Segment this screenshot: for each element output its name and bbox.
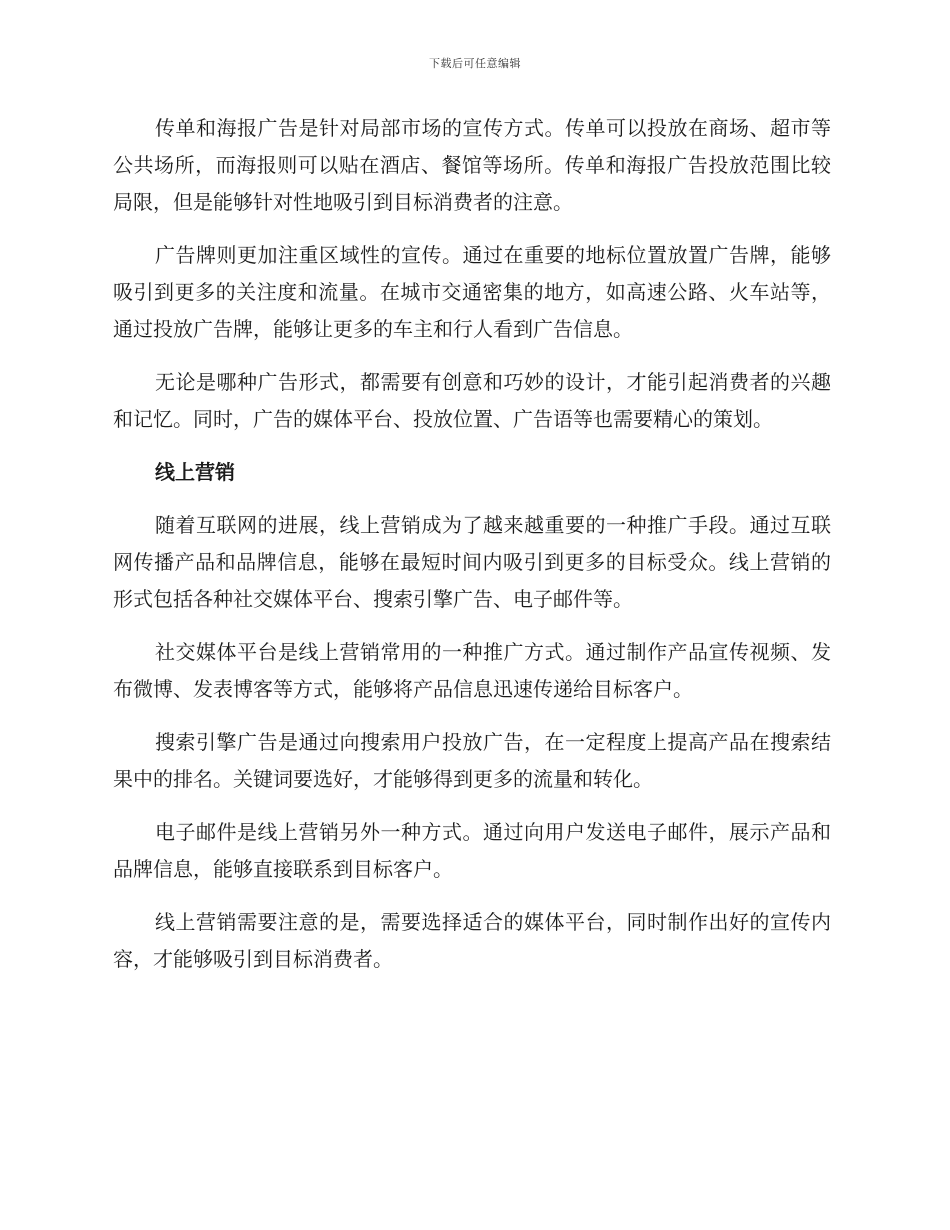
page-header-note: 下载后可任意编辑 [429, 57, 521, 70]
section-heading-online-marketing: 线上营销 [155, 460, 235, 484]
document-body [113, 110, 831, 994]
paragraph-online-notes: 线上营销需要注意的是，需要选择适合的媒体平台，同时制作出好的宣传内容，才能够吸引到目标消费者。 [113, 910, 831, 971]
paragraph-flyers-posters: 传单和海报广告是针对局部市场的宣传方式。传单可以投放在商场、超市等公共场所，而海报则可以贴在酒店、餐馆等场所。传单和海报广告投放范围比较局限，但是能够针对性地吸引到目标消费者的注意。 [113, 116, 831, 214]
paragraph-creative-design: 无论是哪种广告形式，都需要有创意和巧妙的设计，才能引起消费者的兴趣和记忆。同时，广告的媒体平台、投放位置、广告语等也需要精心的策划。 [113, 370, 831, 431]
paragraph-search-ads: 搜索引擎广告是通过向搜索用户投放广告，在一定程度上提高产品在搜索结果中的排名。关键词要选好，才能够得到更多的流量和转化。 [113, 730, 831, 791]
paragraph-social-media: 社交媒体平台是线上营销常用的一种推广方式。通过制作产品宣传视频、发布微博、发表博客等方式，能够将产品信息迅速传递给目标客户。 [113, 640, 831, 701]
paragraph-online-intro: 随着互联网的进展，线上营销成为了越来越重要的一种推广手段。通过互联网传播产品和品牌信息，能够在最短时间内吸引到更多的目标受众。线上营销的形式包括各种社交媒体平台、搜索引擎广告、电子邮件等。 [113, 513, 831, 611]
paragraph-email: 电子邮件是线上营销另外一种方式。通过向用户发送电子邮件，展示产品和品牌信息，能够直接联系到目标客户。 [113, 820, 831, 881]
paragraph-billboards: 广告牌则更加注重区域性的宣传。通过在重要的地标位置放置广告牌，能够吸引到更多的关注度和流量。在城市交通密集的地方，如高速公路、火车站等，通过投放广告牌，能够让更多的车主和行人看到广告信息。 [113, 243, 831, 341]
